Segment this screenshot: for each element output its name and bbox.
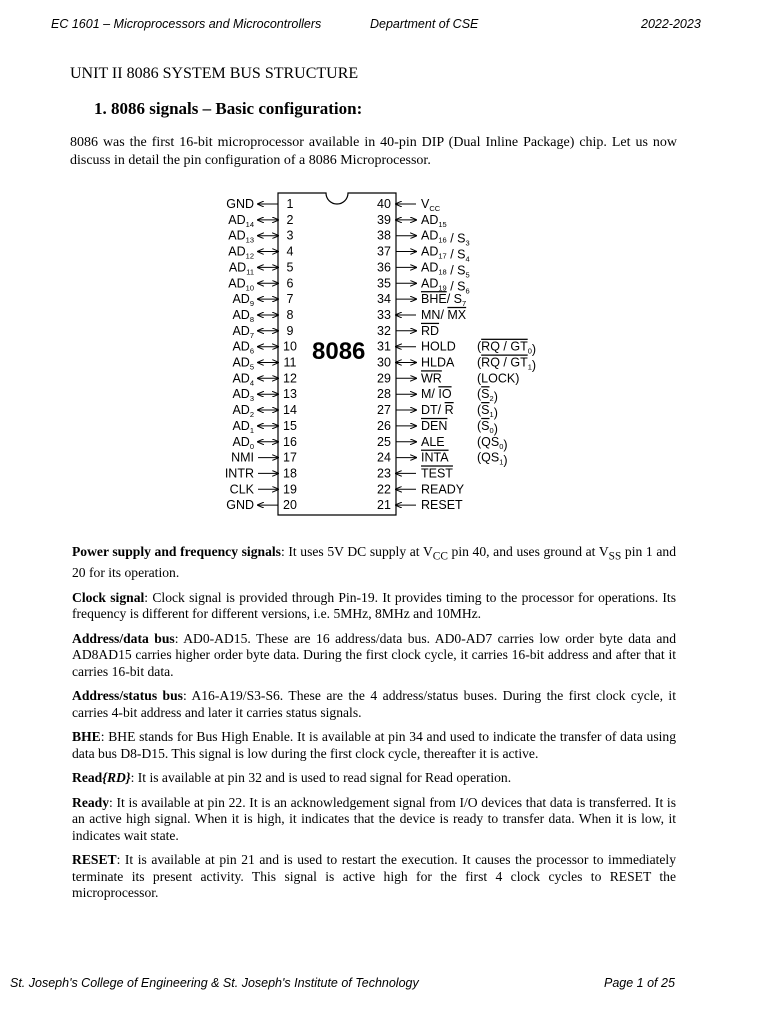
pin-label: HOLD — [421, 339, 456, 354]
pin-32 — [377, 324, 439, 338]
pin-alt-function: $(RQ / GT_0)$ — [477, 339, 537, 357]
pin-label: $AD_9$ — [232, 292, 254, 309]
pin-label: $AD_{15}$ — [421, 212, 447, 229]
pin-number: 19 — [283, 482, 297, 497]
pin-number: 35 — [377, 276, 391, 291]
pin-label: $AD_1$ — [232, 418, 254, 435]
pin-29 — [377, 371, 519, 385]
pin-label: TEST — [421, 466, 453, 481]
pin-number: 36 — [377, 260, 391, 275]
pin-label: $V_{CC}$ — [421, 197, 441, 213]
pin-label: GND — [226, 498, 254, 513]
pin-number: 9 — [286, 323, 294, 338]
para-reset: RESET: It is available at pin 21 and is used to restart the execution. It causes the processor to immediately terminate its present activity. This signal is active high for the first 4 clock cycles to RESET the microprocessor. — [72, 852, 676, 901]
pin-number: 23 — [377, 466, 391, 481]
pin-label: HLDA — [421, 355, 455, 370]
pin-number: 13 — [283, 387, 297, 402]
pin-17 — [231, 451, 297, 465]
pin-24 — [377, 451, 508, 468]
pin-number: 6 — [286, 276, 294, 291]
intro-paragraph: 8086 was the first 16-bit microprocessor available in 40-pin DIP (Dual Inline Package) chip. Let us now discuss in detail the pin configuration of a 8086 Microprocessor. — [70, 135, 677, 168]
pin-label: $AD_{17} / S_4$ — [421, 244, 470, 264]
right-pin-group — [377, 197, 536, 512]
pin-label: $AD_2$ — [232, 403, 254, 419]
pin-11 — [232, 356, 296, 372]
pin-label: $AD_5$ — [232, 355, 254, 372]
pin-number: 20 — [283, 498, 297, 513]
signal-descriptions — [72, 544, 676, 910]
pin-label: GND — [226, 197, 254, 211]
pin-alt-function: $(S_0)$ — [477, 418, 498, 436]
pin-30 — [377, 356, 536, 373]
pin-number: 27 — [377, 403, 391, 417]
pin-18 — [225, 466, 297, 480]
para-address-status: Address/status bus: A16-A19/S3-S6. These are the 4 address/status buses. During the first clock cycle, it carries 4-bit address and later it carries status signals. — [72, 688, 676, 720]
term-read: Read — [72, 770, 103, 786]
header-year: 2022-2023 — [641, 17, 701, 31]
pin-label: $AD_{14}$ — [228, 212, 254, 229]
footer-college: St. Joseph's College of Engineering & St. Joseph's Institute of Technology — [10, 976, 419, 990]
pin-number: 22 — [377, 482, 391, 497]
pin-number: 34 — [377, 292, 391, 307]
pin-alt-function: (LOCK) — [477, 371, 520, 386]
pin-number: 18 — [283, 466, 297, 481]
pin-40 — [377, 197, 441, 213]
pin-label: $AD_0$ — [232, 434, 254, 451]
pin-alt-function: $(S_2)$ — [477, 387, 498, 405]
unit-title: UNIT II 8086 SYSTEM BUS STRUCTURE — [70, 65, 359, 82]
pin-number: 8 — [286, 307, 294, 322]
pin-label: $AD_4$ — [232, 371, 254, 388]
header-course: EC 1601 – Microprocessors and Microcontrollers — [51, 17, 322, 31]
pin-number: 40 — [377, 197, 391, 211]
pin-number: 2 — [286, 212, 294, 227]
pin-label: RD — [421, 323, 440, 338]
pin-20 — [226, 498, 297, 512]
para-ready: Ready: It is available at pin 22. It is an acknowledgement signal from I/O devices that data is transferred. It is an active high signal. When it is high, it indicates that the device is ready to transfer data. When it is low, it indicates wait state. — [72, 794, 676, 843]
pin-number: 5 — [286, 260, 294, 275]
pin-label: ALE — [421, 434, 445, 449]
pin-number: 28 — [377, 387, 391, 402]
pin-label: $AD_3$ — [232, 387, 254, 404]
pin-label: M/ IO — [421, 387, 452, 402]
pin-number: 3 — [286, 228, 294, 243]
pin-number: 17 — [283, 450, 297, 465]
para-bhe: BHE: BHE stands for Bus High Enable. It is available at pin 34 and used to indicate the transfer of data using data bus D8-D15. This signal is low during the first clock cycle, thereafter it is active. — [72, 729, 676, 761]
pin-number: 29 — [377, 371, 391, 386]
pin-19 — [230, 482, 297, 496]
pin-label: $AD_{18} / S_5$ — [421, 260, 470, 280]
pin-number: 14 — [283, 403, 297, 417]
term-clock: Clock signal — [72, 589, 145, 605]
header-department: Department of CSE — [370, 17, 479, 31]
term-bhe: BHE — [72, 729, 101, 745]
pin-label: MN/ MX — [421, 307, 467, 322]
pin-label: $AD_7$ — [232, 323, 254, 340]
pin-label: $AD_{13}$ — [228, 228, 254, 245]
pin-label: DEN — [421, 418, 448, 433]
pin-diagram-8086 — [218, 190, 548, 520]
pin-label: INTR — [224, 466, 254, 481]
pin-label: READY — [421, 482, 465, 497]
pin-number: 7 — [286, 292, 294, 307]
pin-label: $AD_{16} / S_3$ — [421, 228, 470, 248]
pin-label: $AD_{12}$ — [228, 244, 254, 261]
pin-number: 12 — [283, 371, 297, 386]
pin-25 — [377, 435, 508, 452]
pin-number: 37 — [377, 244, 391, 259]
section-title: 1. 8086 signals – Basic configuration: — [94, 99, 363, 118]
pin-12 — [232, 371, 297, 387]
term-address-data: Address/data bus — [72, 630, 175, 646]
pin-number: 32 — [377, 323, 391, 338]
pin-number: 38 — [377, 228, 391, 243]
pin-label: RESET — [421, 498, 463, 513]
term-ready: Ready — [72, 794, 110, 810]
pin-10 — [232, 340, 297, 356]
pin-number: 10 — [283, 339, 297, 354]
para-read: Read{RD}: It is available at pin 32 and is used to read signal for Read operation. — [72, 770, 512, 786]
pin-label: NMI — [231, 450, 254, 465]
pin-label: $AD_6$ — [232, 339, 254, 356]
pin-number: 39 — [377, 212, 391, 227]
pin-31 — [377, 340, 536, 357]
term-power: Power supply and frequency signals — [72, 544, 281, 559]
pin-number: 25 — [377, 434, 391, 449]
pin-13 — [232, 387, 297, 403]
pin-label: CLK — [229, 482, 254, 497]
pin-alt-function: $(QS_0)$ — [477, 434, 508, 452]
term-reset: RESET — [72, 852, 117, 868]
pin-number: 16 — [283, 434, 297, 449]
pin-16 — [232, 435, 297, 451]
pin-number: 30 — [377, 355, 391, 370]
pin-label: BHE/ $S_7$ — [421, 292, 467, 309]
chip-label: 8086 — [312, 338, 366, 365]
pin-23 — [377, 466, 453, 480]
pin-number: 21 — [377, 498, 391, 513]
pin-14 — [232, 403, 297, 419]
pin-label: $AD_{10}$ — [228, 276, 254, 293]
pin-number: 1 — [286, 197, 294, 211]
pin-22 — [377, 482, 465, 496]
pin-number: 4 — [286, 244, 294, 259]
pin-label: $AD_{19} / S_6$ — [421, 276, 470, 296]
pin-number: 26 — [377, 418, 391, 433]
para-power: Power supply and frequency signals: It uses 5V DC supply at $V_{CC}$ pin 40, and uses ground at $V_{SS}$ pin 1 and 20 for its operation. — [72, 544, 676, 581]
para-clock: Clock signal: Clock signal is provided through Pin-19. It provides timing to the processor for operations. Its frequency is different for different versions, i.e. 5MHz, 8MHz and 10MHz. — [72, 589, 676, 622]
pin-15 — [232, 419, 297, 435]
footer-page-number: Page 1 of 25 — [604, 976, 675, 990]
pin-number: 24 — [377, 450, 391, 465]
pin-alt-function: $(QS_1)$ — [477, 450, 508, 468]
term-address-status: Address/status bus — [72, 688, 183, 704]
pin-label: DT/ R — [421, 403, 454, 417]
pin-alt-function: $(S_1)$ — [477, 403, 498, 420]
pin-number: 11 — [283, 355, 297, 370]
pin-label: WR — [421, 371, 442, 386]
pin-number: 15 — [283, 418, 297, 433]
pin-alt-function: $(RQ / GT_1)$ — [477, 355, 537, 373]
pin-label: $AD_8$ — [232, 307, 254, 324]
pin-39 — [377, 213, 447, 229]
pin-number: 33 — [377, 307, 391, 322]
pin-33 — [377, 308, 467, 322]
pin-21 — [377, 498, 463, 512]
pin-label: INTA — [421, 450, 449, 465]
pin-number: 31 — [377, 339, 391, 354]
pin-34 — [377, 292, 466, 308]
pin-label: $AD_{11}$ — [228, 260, 254, 277]
para-address-data: Address/data bus: AD0-AD15. These are 16 address/data bus. AD0-AD7 carries low order byte data and AD8AD15 carries higher order byte data. During the first clock cycle, it carries 16-bit address and after that it carries 16-bit data. — [72, 630, 676, 679]
